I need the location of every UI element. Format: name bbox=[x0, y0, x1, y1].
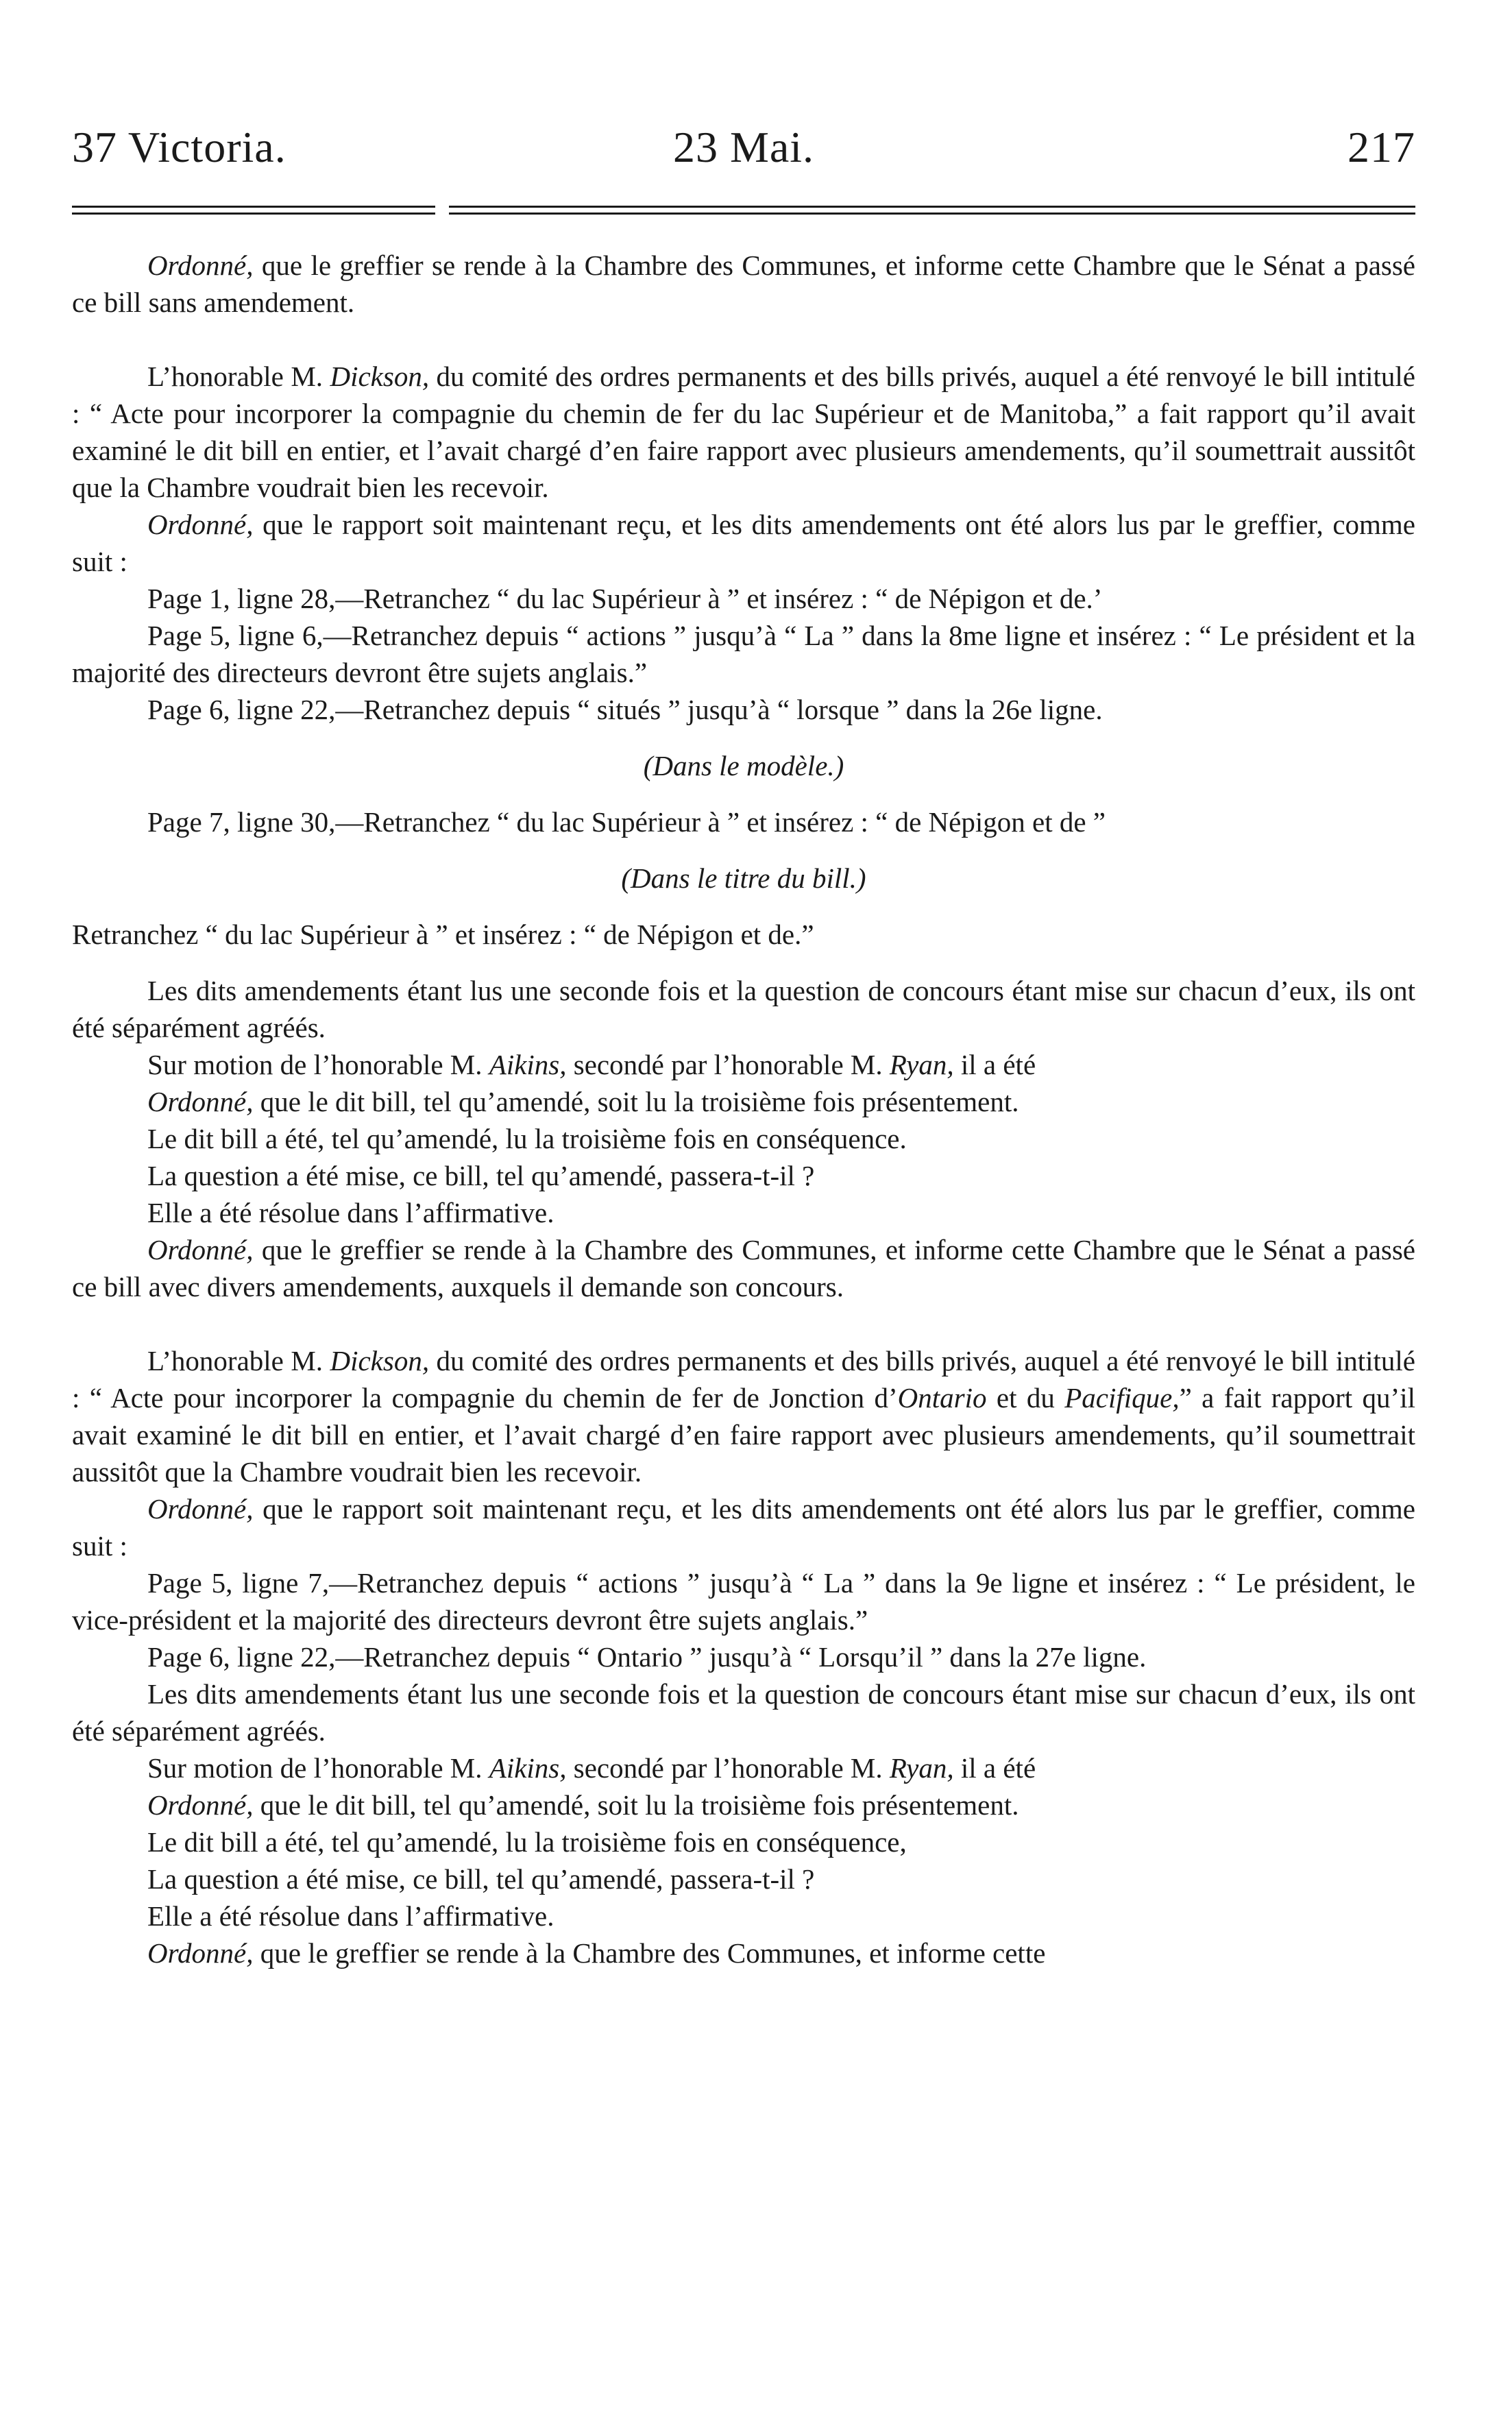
paragraph: Elle a été résolue dans l’affirmative. bbox=[147, 1900, 554, 1932]
member-name: Aikins, bbox=[489, 1049, 567, 1080]
header-date: 23 Mai. bbox=[672, 123, 815, 171]
paragraph-text: Sur motion de l’honorable M. bbox=[147, 1049, 489, 1080]
paragraph: La question a été mise, ce bill, tel qu’amendé, passera-t-il ? bbox=[147, 1160, 815, 1191]
paragraph bbox=[72, 1490, 1415, 1564]
paragraph: Les dits amendements étant lus une seconde fois et la question de concours étant mise sur chacun d’eux, ils ont été séparément agréés. bbox=[72, 975, 1415, 1043]
paragraph-text: Sur motion de l’honorable M. bbox=[147, 1752, 489, 1784]
ordonne-label: Ordonné, bbox=[147, 509, 254, 540]
paragraph bbox=[72, 358, 1415, 506]
paragraph-text: secondé par l’honorable M. bbox=[566, 1752, 890, 1784]
amendment: Page 7, ligne 30,—Retranchez “ du lac Supérieur à ” et insérez : “ de Népigon et de ” bbox=[147, 806, 1106, 838]
ordonne-label: Ordonné, bbox=[147, 1789, 254, 1821]
member-name: Dickson, bbox=[330, 1345, 430, 1377]
paragraph-text: que le greffier se rende à la Chambre des Communes, et informe cette Chambre que le Sénat a passé ce bill avec divers amendements, auxquels il demande son concours. bbox=[72, 1234, 1415, 1302]
paragraph: Le dit bill a été, tel qu’amendé, lu la troisième fois en conséquence. bbox=[147, 1123, 907, 1154]
ordonne-label: Ordonné, bbox=[147, 1086, 254, 1117]
paragraph: Les dits amendements étant lus une seconde fois et la question de concours étant mise sur chacun d’eux, ils ont été séparément agréés. bbox=[72, 1678, 1415, 1747]
paragraph: Le dit bill a été, tel qu’amendé, lu la troisième fois en conséquence, bbox=[147, 1826, 907, 1858]
page-header bbox=[72, 122, 1415, 184]
paragraph-text: que le rapport soit maintenant reçu, et les dits amendements ont été alors lus par le greffier, comme suit : bbox=[72, 509, 1415, 577]
place-name: Ontario bbox=[897, 1382, 987, 1414]
paragraph-text: ” a fait rapport qu’il avait examiné le dit bill en entier, et l’avait chargé d’en faire rapport avec plusieurs amendements, qu’il soumettrait aussitôt que la Chambre voudrait bien les recevoir. bbox=[72, 1382, 1415, 1488]
member-name: Ryan, bbox=[889, 1752, 954, 1784]
paragraph bbox=[72, 1231, 1415, 1305]
member-name: Dickson, bbox=[330, 361, 430, 392]
journal-text bbox=[72, 247, 1415, 1972]
paragraph-text: et du bbox=[986, 1382, 1065, 1414]
paragraph-text: secondé par l’honorable M. bbox=[566, 1049, 890, 1080]
place-name: Pacifique, bbox=[1064, 1382, 1180, 1414]
ordonne-label: Ordonné, bbox=[147, 1937, 254, 1969]
amendment: Page 1, ligne 28,—Retranchez “ du lac Supérieur à ” et insérez : “ de Népigon et de.’ bbox=[147, 583, 1103, 614]
ordonne-label: Ordonné, bbox=[147, 1493, 254, 1525]
paragraph bbox=[72, 247, 1415, 321]
section-heading: (Dans le modèle.) bbox=[643, 750, 844, 781]
paragraph: La question a été mise, ce bill, tel qu’amendé, passera-t-il ? bbox=[147, 1863, 815, 1895]
rule-right-top bbox=[449, 206, 1415, 208]
member-name: Ryan, bbox=[889, 1049, 954, 1080]
member-name: Aikins, bbox=[489, 1752, 567, 1784]
paragraph-text: il a été bbox=[953, 1752, 1036, 1784]
paragraph bbox=[72, 506, 1415, 580]
paragraph-text: du comité des ordres permanents et des bills privés, auquel a été renvoyé le bill intitulé : “ Acte pour incorporer la compagnie du chemin de fer du lac Supérieur et de Manitoba,” a fait rapport qu’il avait examiné le dit bill en entier, et l’avait chargé d’en faire rapport avec plusieurs amendements, qu’il soumettrait aussitôt que la Chambre voudrait bien les recevoir. bbox=[72, 361, 1415, 503]
header-rules bbox=[72, 206, 1415, 222]
paragraph bbox=[72, 1342, 1415, 1490]
paragraph-text: que le greffier se rende à la Chambre des Communes, et informe cette bbox=[253, 1937, 1046, 1969]
paragraph-text: que le greffier se rende à la Chambre des Communes, et informe cette Chambre que le Sénat a passé ce bill sans amendement. bbox=[72, 250, 1415, 318]
section-heading: (Dans le titre du bill.) bbox=[621, 862, 866, 894]
paragraph bbox=[72, 1046, 1415, 1083]
paragraph-text: il a été bbox=[953, 1049, 1036, 1080]
paragraph-text: L’honorable M. bbox=[147, 361, 330, 392]
paragraph-text: que le dit bill, tel qu’amendé, soit lu la troisième fois présentement. bbox=[253, 1789, 1019, 1821]
paragraph-text: L’honorable M. bbox=[147, 1345, 330, 1377]
page-number: 217 bbox=[1348, 123, 1415, 171]
header-session: 37 Victoria. bbox=[72, 123, 286, 171]
paragraph-text: que le dit bill, tel qu’amendé, soit lu la troisième fois présentement. bbox=[253, 1086, 1019, 1117]
ordonne-label: Ordonné, bbox=[147, 1234, 254, 1265]
paragraph bbox=[72, 1935, 1415, 1972]
rule-left-bottom bbox=[72, 213, 435, 215]
paragraph: Elle a été résolue dans l’affirmative. bbox=[147, 1197, 554, 1228]
paragraph bbox=[72, 1749, 1415, 1786]
paragraph-text: que le rapport soit maintenant reçu, et les dits amendements ont été alors lus par le greffier, comme suit : bbox=[72, 1493, 1415, 1562]
amendment: Page 5, ligne 7,—Retranchez depuis “ actions ” jusqu’à “ La ” dans la 9e ligne et insérez : “ Le président, le vice-président et la majorité des directeurs devront être sujets anglais.” bbox=[72, 1567, 1415, 1636]
rule-right-bottom bbox=[449, 213, 1415, 215]
amendment: Page 5, ligne 6,—Retranchez depuis “ actions ” jusqu’à “ La ” dans la 8me ligne et insérez : “ Le président et la majorité des directeurs devront être sujets anglais.” bbox=[72, 620, 1415, 688]
amendment: Retranchez “ du lac Supérieur à ” et insérez : “ de Népigon et de.” bbox=[72, 919, 814, 950]
amendment: Page 6, ligne 22,—Retranchez depuis “ situés ” jusqu’à “ lorsque ” dans la 26e ligne. bbox=[147, 694, 1103, 725]
ordonne-label: Ordonné, bbox=[147, 250, 254, 281]
paragraph bbox=[72, 1786, 1415, 1823]
amendment: Page 6, ligne 22,—Retranchez depuis “ Ontario ” jusqu’à “ Lorsqu’il ” dans la 27e ligne. bbox=[147, 1641, 1147, 1673]
paragraph bbox=[72, 1083, 1415, 1120]
rule-left-top bbox=[72, 206, 435, 208]
paragraph-text: du comité des ordres permanents et des bills privés, auquel a été renvoyé le bill intitulé : “ Acte pour incorporer la compagnie du chemin de fer de Jonction d’ bbox=[72, 1345, 1415, 1414]
